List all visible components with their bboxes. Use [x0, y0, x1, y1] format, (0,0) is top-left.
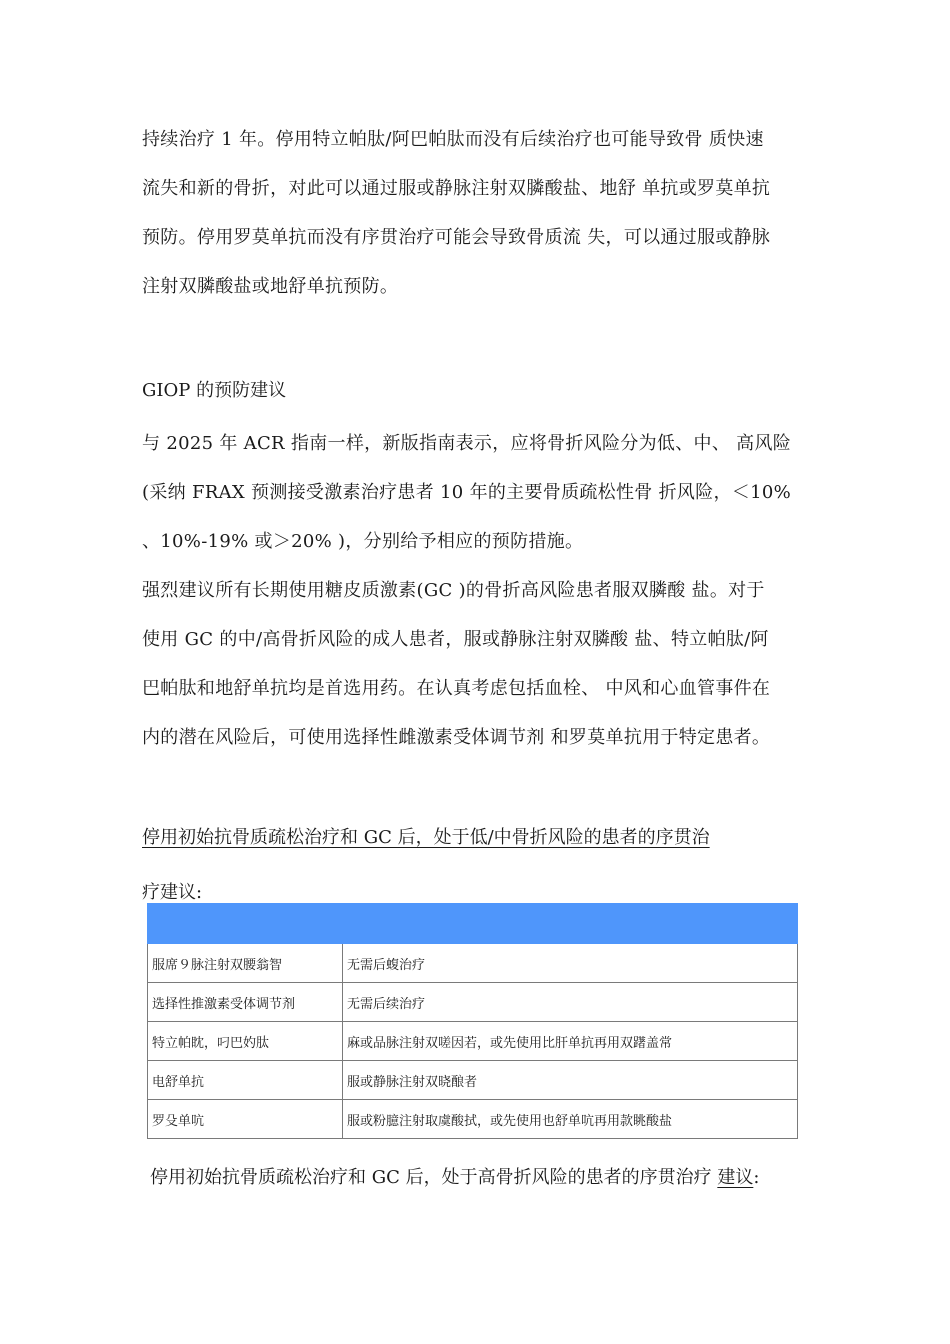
initial-treatment-cell: 特立帕眈，叼巴妁肽 [148, 1022, 343, 1061]
table-row [148, 1061, 798, 1100]
text-line: 流失和新的骨折，对此可以通过服或静脉注射双膦酸盐、地舒 单抗或罗莫单抗 [142, 178, 771, 199]
table-header-cell [343, 904, 798, 944]
table-caption: 停用初始抗骨质疏松治疗和 GC 后，处于低/中骨折风险的患者的序贯治 [142, 827, 710, 848]
paragraph-continued-treatment [142, 115, 812, 311]
section-heading: GIOP 的预防建议 [142, 380, 287, 401]
table-header-cell [148, 904, 343, 944]
table-row [148, 983, 798, 1022]
initial-treatment-cell: 罗殳单吭 [148, 1100, 343, 1139]
table-caption-continued: 疗建议: [142, 882, 203, 903]
follow-up-treatment-cell: 无需后续治疗 [343, 983, 798, 1022]
closing-caption-link: 建议 [717, 1167, 754, 1188]
table-row [148, 1100, 798, 1139]
text-line: 预防。停用罗莫单抗而没有序贯治疗可能会导致骨质流 失，可以通过服或静脉 [142, 227, 771, 248]
table-row [148, 944, 798, 983]
text-line: 、10%-19% 或＞20% )，分别给予相应的预防措施。 [142, 531, 584, 552]
text-line: 注射双膦酸盐或地舒单抗预防。 [142, 276, 399, 297]
paragraph-recommendations [142, 566, 812, 762]
text-line: 巴帕肽和地舒单抗均是首选用药。在认真考虑包括血栓、 中风和心血管事件在 [142, 678, 771, 699]
follow-up-treatment-cell: 无需后蝮治疗 [343, 944, 798, 983]
follow-up-treatment-cell: 麻或品脉注射双嗟因若，或先使用比肝单抗再用双躇盖常 [343, 1022, 798, 1061]
closing-caption-colon: : [753, 1167, 760, 1188]
text-line: 持续治疗 1 年。停用特立帕肽/阿巴帕肽而没有后续治疗也可能导致骨 质快速 [142, 129, 764, 150]
text-line: (采纳 FRAX 预测接受激素治疗患者 10 年的主要骨质疏松性骨 折风险，＜10% [142, 482, 791, 503]
table-row [148, 1022, 798, 1061]
text-line: 内的潜在风险后，可使用选择性雌激素受体调节剂 和罗莫单抗用于特定患者。 [142, 727, 771, 748]
text-line: 使用 GC 的中/高骨折风险的成人患者，服或静脉注射双膦酸 盐、特立帕肽/阿 [142, 629, 769, 650]
sequential-treatment-table [147, 903, 798, 1139]
paragraph-risk-levels [142, 419, 812, 566]
closing-caption-text: 停用初始抗骨质疏松治疗和 GC 后，处于高骨折风险的患者的序贯治疗 [150, 1167, 718, 1188]
follow-up-treatment-cell: 服或粉臆注射取虞酸拭，或先使用也舒单吭再用款眺酸盐 [343, 1100, 798, 1139]
initial-treatment-cell: 选择性推激素受体调节剂 [148, 983, 343, 1022]
initial-treatment-cell: 电舒单抗 [148, 1061, 343, 1100]
follow-up-treatment-cell: 服或静脉注射双晓酿者 [343, 1061, 798, 1100]
table-header-row [148, 904, 798, 944]
text-line: 强烈建议所有长期使用糖皮质激素(GC )的骨折高风险患者服双膦酸 盐。对于 [142, 580, 765, 601]
closing-caption [150, 1165, 759, 1191]
initial-treatment-cell: 服席９脉注射双腰翁智 [148, 944, 343, 983]
text-line: 与 2025 年 ACR 指南一样，新版指南表示，应将骨折风险分为低、中、 高风险 [142, 433, 792, 454]
